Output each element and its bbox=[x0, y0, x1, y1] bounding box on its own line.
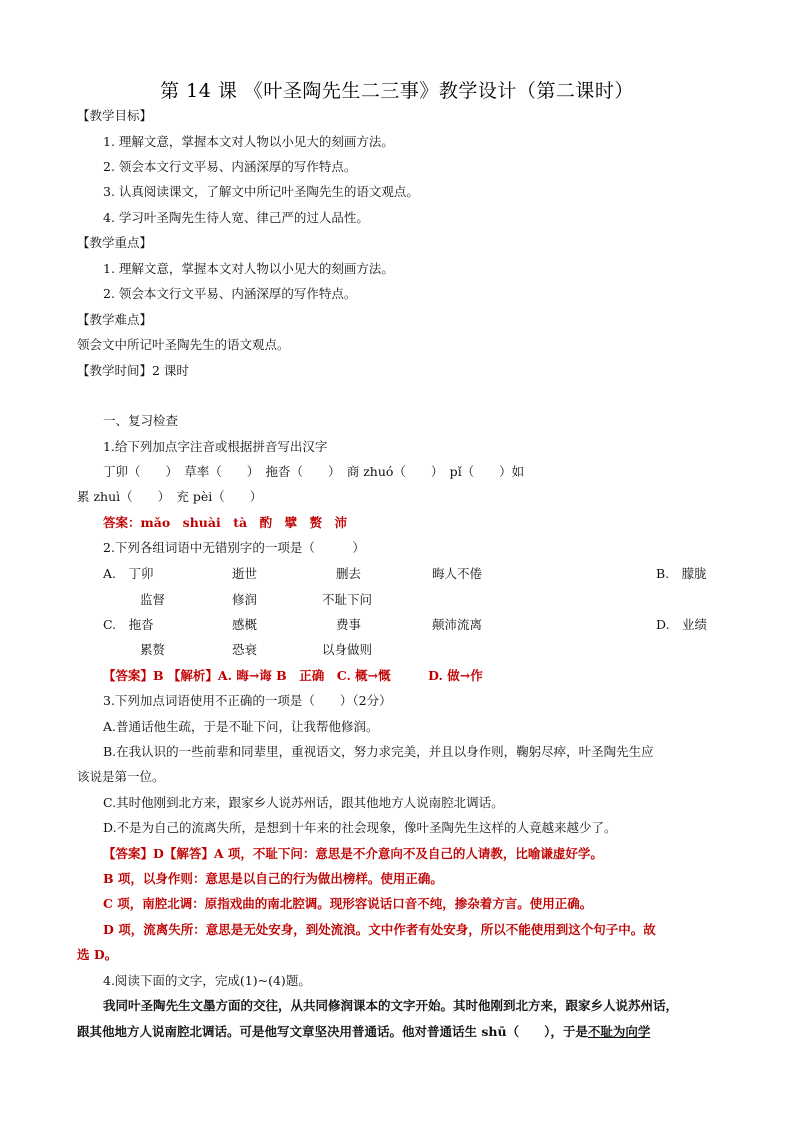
difficulties-heading: 【教学难点】 bbox=[77, 312, 153, 327]
underlined-phrase: 不耻为向学 bbox=[587, 1024, 651, 1039]
option-cell: 修润 bbox=[232, 592, 258, 607]
option-cell: 颠沛流离 bbox=[432, 617, 483, 632]
option-cell: 以身做则 bbox=[322, 642, 373, 657]
question-3-option: 该说是第一位。 bbox=[77, 769, 165, 784]
question-3-answer: B 项，以身作则：意思是以自己的行为做出榜样。使用正确。 bbox=[103, 871, 443, 886]
option-cell: 监督 bbox=[140, 592, 166, 607]
reading-passage-text: 跟其他地方人说南腔北调话。可是他写文章坚决用普通话。他对普通话生 shū（ ），于是 bbox=[77, 1024, 588, 1039]
option-cell: 逝世 bbox=[232, 566, 258, 581]
question-3-option: C.其时他刚到北方来，跟家乡人说苏州话，跟其他地方人说南腔北调话。 bbox=[103, 795, 504, 810]
question-1-line: 累 zhuì（ ） 充 pèi（ ） bbox=[77, 489, 263, 504]
key-points-heading: 【教学重点】 bbox=[77, 235, 153, 250]
question-1-line: 丁卯（ ） 草率（ ） 拖沓（ ） 商 zhuó（ ） pǐ（ ）如 bbox=[103, 464, 525, 479]
reading-passage bbox=[77, 1024, 650, 1040]
objective-item: 1. 理解文意，掌握本文对人物以小见大的刻画方法。 bbox=[103, 134, 394, 149]
teaching-time: 【教学时间】2 课时 bbox=[77, 363, 189, 378]
option-cell: 恐衰 bbox=[232, 642, 258, 657]
question-1-stem: 1.给下列加点字注音或根据拼音写出汉字 bbox=[103, 439, 328, 454]
objective-item: 4. 学习叶圣陶先生待人宽、律己严的过人品性。 bbox=[103, 210, 369, 225]
objective-item: 3. 认真阅读课文，了解文中所记叶圣陶先生的语文观点。 bbox=[103, 184, 419, 199]
question-1-answer: 答案：mǎo shuài tà 酌 擘 赘 沛 bbox=[103, 515, 348, 530]
question-3-option: B.在我认识的一些前辈和同辈里，重视语文，努力求完美，并且以身作则，鞠躬尽瘁，叶圣陶先生应 bbox=[103, 744, 654, 759]
key-point-item: 1. 理解文意，掌握本文对人物以小见大的刻画方法。 bbox=[103, 261, 394, 276]
option-cell: 感概 bbox=[232, 617, 258, 632]
option-cell: 费事 bbox=[336, 617, 362, 632]
option-cell: B. 朦胧 bbox=[656, 566, 707, 581]
option-cell: D. 业绩 bbox=[656, 617, 708, 632]
option-cell: 晦人不倦 bbox=[432, 566, 483, 581]
option-cell: A. 丁卯 bbox=[103, 566, 154, 581]
question-3-answer: D 项，流离失所：意思是无处安身，到处流浪。文中作者有处安身，所以不能使用到这个句子中。故 bbox=[103, 922, 656, 937]
question-4-stem: 4.阅读下面的文字，完成(1)~(4)题。 bbox=[103, 973, 311, 988]
question-3-stem: 3.下列加点词语使用不正确的一项是（ ）（2分） bbox=[103, 693, 392, 708]
key-point-item: 2. 领会本文行文平易、内涵深厚的写作特点。 bbox=[103, 286, 357, 301]
option-cell: 删去 bbox=[336, 566, 362, 581]
question-3-answer: C 项，南腔北调：原指戏曲的南北腔调。现形容说话口音不纯，掺杂着方言。使用正确。 bbox=[103, 896, 593, 911]
objectives-heading: 【教学目标】 bbox=[77, 108, 153, 123]
section-heading: 一、复习检查 bbox=[103, 413, 179, 428]
question-3-answer: 选 D。 bbox=[77, 947, 118, 962]
difficulties-text: 领会文中所记叶圣陶先生的语文观点。 bbox=[77, 337, 290, 352]
question-2-answer: 【答案】B 【解析】A. 晦→诲 B 正确 C. 概→慨 D. 做→作 bbox=[103, 668, 483, 683]
option-cell: C. 拖沓 bbox=[103, 617, 154, 632]
reading-passage: 我同叶圣陶先生文墨方面的交往，从共同修润课本的文字开始。其时他刚到北方来，跟家乡人说苏州话， bbox=[103, 998, 679, 1013]
question-3-option: D.不是为自己的流离失所，是想到十年来的社会现象，像叶圣陶先生这样的人竟越来越少了。 bbox=[103, 820, 617, 835]
option-cell: 累赘 bbox=[140, 642, 166, 657]
question-3-answer: 【答案】D【解答】A 项，不耻下问：意思是不介意向不及自己的人请教，比喻谦虚好学。 bbox=[103, 846, 603, 861]
question-3-option: A.普通话他生疏，于是不耻下问，让我帮他修润。 bbox=[103, 719, 379, 734]
page-title: 第 14 课 《叶圣陶先生二三事》教学设计（第二课时） bbox=[160, 80, 634, 102]
question-2-stem: 2.下列各组词语中无错别字的一项是（ ） bbox=[103, 540, 365, 555]
objective-item: 2. 领会本文行文平易、内涵深厚的写作特点。 bbox=[103, 159, 357, 174]
option-cell: 不耻下问 bbox=[322, 592, 373, 607]
